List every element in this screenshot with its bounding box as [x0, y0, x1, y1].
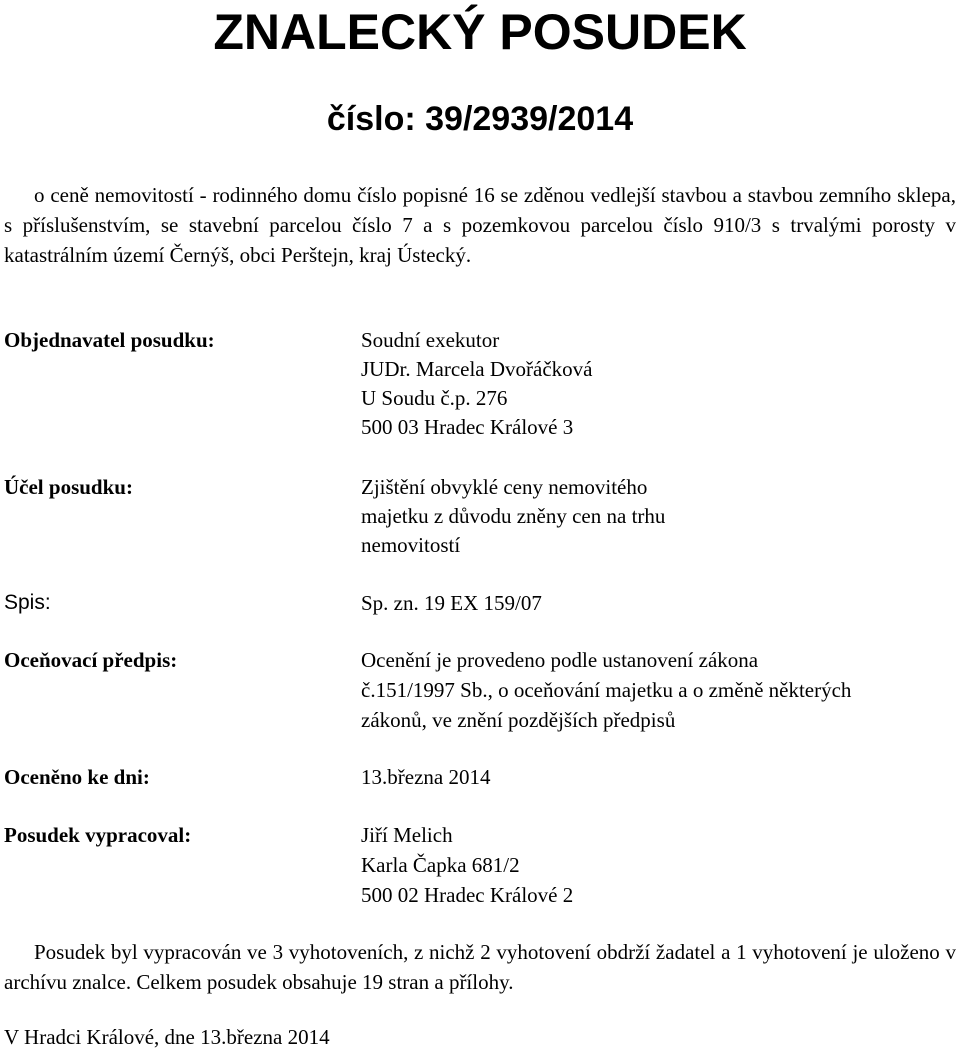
orderer-label: Objednavatel posudku:	[4, 328, 215, 352]
purpose-line: nemovitostí	[361, 533, 461, 557]
author-label: Posudek vypracoval:	[4, 823, 192, 847]
regulation-label: Oceňovací předpis:	[4, 648, 178, 672]
author-line: Jiří Melich	[361, 823, 453, 847]
purpose-line: majetku z důvodu zněny cen na trhu	[361, 504, 666, 528]
document-number: číslo: 39/2939/2014	[326, 100, 634, 138]
orderer-line: 500 03 Hradec Králové 3	[361, 415, 574, 439]
purpose-label: Účel posudku:	[4, 475, 133, 499]
author-line: 500 02 Hradec Králové 2	[361, 883, 574, 907]
place-date-line: V Hradci Králové, dne 13.března 2014	[4, 1025, 330, 1049]
file-value: Sp. zn. 19 EX 159/07	[361, 591, 542, 615]
valuation-date-value: 13.března 2014	[361, 765, 491, 789]
file-label: Spis:	[4, 591, 51, 614]
orderer-line: JUDr. Marcela Dvořáčková	[361, 357, 593, 381]
purpose-line: Zjištění obvyklé ceny nemovitého	[361, 475, 648, 499]
orderer-line: U Soudu č.p. 276	[361, 386, 508, 410]
valuation-date-label: Oceněno ke dni:	[4, 765, 150, 789]
regulation-line: zákonů, ve znění pozdějších předpisů	[361, 708, 676, 732]
document-title: ZNALECKÝ POSUDEK	[213, 4, 747, 60]
orderer-line: Soudní exekutor	[361, 328, 500, 352]
regulation-line: č.151/1997 Sb., o oceňování majetku a o změně některých	[361, 678, 852, 702]
author-line: Karla Čapka 681/2	[361, 853, 520, 877]
regulation-line: Ocenění je provedeno podle ustanovení zákona	[361, 648, 759, 672]
intro-paragraph: o ceně nemovitostí - rodinného domu číslo popisné 16 se zděnou vedlejší stavbou a stavbou zemního sklepa, s příslušenstvím, se stavební parcelou číslo 7 a s pozemkovou parcelou číslo 910/3 s trvalými porosty v katastrálním území Černýš, obci Perštejn, kraj Ústecký.	[4, 183, 956, 267]
closing-paragraph: Posudek byl vypracován ve 3 vyhotoveních, z nichž 2 vyhotovení obdrží žadatel a 1 vyhotovení je uloženo v archívu znalce. Celkem posudek obsahuje 19 stran a přílohy.	[4, 940, 956, 994]
